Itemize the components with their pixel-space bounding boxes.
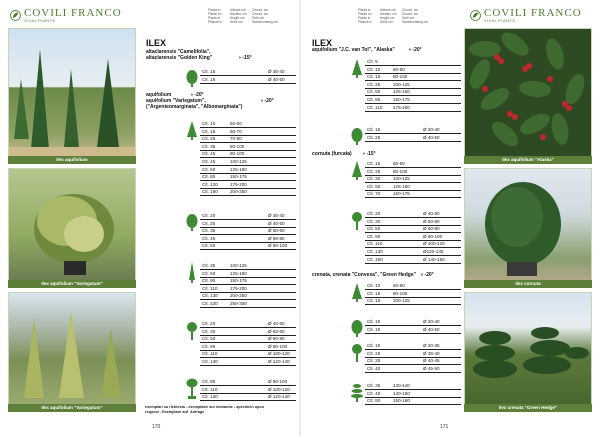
dimension-value: 100-125 xyxy=(230,263,247,268)
brand-logo-right xyxy=(470,8,582,23)
dimension-value: 80-100 xyxy=(230,151,245,157)
dimension-value: 175-200 xyxy=(230,285,247,291)
container-size: Clt. 50 xyxy=(367,183,381,189)
standard-shape-icon xyxy=(186,378,198,404)
right-group2-subtitle: cornuta (furcata) xyxy=(312,151,352,157)
container-size: Clt. 70 xyxy=(367,191,381,197)
cone-shape-icon xyxy=(351,58,363,84)
leaf-logo-icon xyxy=(470,10,481,21)
ball-shape-icon xyxy=(351,342,363,368)
container-size: Clt. 35 xyxy=(202,143,216,149)
holly-berries-illustration xyxy=(465,29,591,157)
container-size: Clt. 85 xyxy=(202,343,216,349)
dimension-value: Ø 80-100 xyxy=(268,379,288,384)
dimension-value: Ø 100-120 xyxy=(268,351,290,357)
cornuta-illustration xyxy=(465,169,591,281)
dimension-value: 100-125 xyxy=(230,159,247,164)
photo-ilex-variegatum-bush xyxy=(8,168,136,282)
container-size: Clt. 160 xyxy=(202,189,218,195)
container-size: Clt. 18 xyxy=(202,76,216,82)
dimension-value: 100-125 xyxy=(393,298,410,304)
container-size: Clt. 50 xyxy=(367,89,381,95)
container-size: Clt. 40 xyxy=(367,390,381,396)
dimension-value: Ø 30-40 xyxy=(423,319,440,324)
dimension-value: Ø120-140 xyxy=(423,249,444,254)
sun-icon: ◑ xyxy=(408,47,413,53)
photo-ilex-green-hedge xyxy=(464,292,592,406)
sun-icon: ◑ xyxy=(420,272,425,278)
temperature-value: -20° xyxy=(264,98,274,104)
dimension-value: 60-80 xyxy=(393,283,405,288)
left-group1-temp-value: -15° xyxy=(242,55,252,61)
sun-icon: ◑ xyxy=(190,92,195,98)
dimension-value: Ø 40-50 xyxy=(423,134,440,140)
dimension-value: Ø 140-160 xyxy=(423,256,445,262)
dimension-value: Ø 60-80 xyxy=(268,235,285,241)
container-size: Clt. 40 xyxy=(367,365,381,371)
container-size: Clt. 25 xyxy=(367,350,381,356)
bush-shape-icon xyxy=(351,318,363,344)
container-size: Clt. 25 xyxy=(367,81,381,87)
photo-ilex-variegatum-row xyxy=(8,292,136,406)
dimension-value: 150-175 xyxy=(230,278,247,284)
dimension-value: 250-300 xyxy=(230,301,247,306)
container-size: Clt. 50 xyxy=(202,243,216,249)
brand-place: VIVAI-PIANTE xyxy=(24,18,56,23)
dimension-value: Ø 40-50 xyxy=(268,321,285,326)
container-size: Clt. 18 xyxy=(367,74,381,80)
dimension-value: Ø 35-40 xyxy=(423,350,440,356)
container-size: Clt. 18 xyxy=(202,128,216,134)
container-size: Clt. 18 xyxy=(367,298,381,304)
caption-ilex-green-hedge: Ilex crenata "Green Hedge" xyxy=(464,404,592,412)
container-size: Clt. 10 xyxy=(202,121,216,126)
dimension-value: 60-80 xyxy=(393,66,405,72)
dimension-value: 60-70 xyxy=(230,128,242,134)
dimension-value: 130-140 xyxy=(393,383,410,388)
dimension-value: Ø 40-50 xyxy=(423,326,440,332)
size-row xyxy=(365,190,461,198)
dimension-value: 70-80 xyxy=(230,136,242,142)
legend-girth: Circonf. cm Circonf. cm Girth cm Stammumfang cm xyxy=(252,8,278,24)
bonsai-shape-icon xyxy=(351,382,363,408)
container-size: Clt. 25 xyxy=(202,220,216,226)
container-size: Clt. 15 xyxy=(367,127,381,132)
tree-illustration xyxy=(9,29,135,157)
container-size: Clt. 110 xyxy=(367,104,383,110)
page-spine xyxy=(299,0,301,436)
container-size: Clt. 220 xyxy=(202,301,218,306)
container-size: Clt. 110 xyxy=(202,351,218,357)
left-group1-temp xyxy=(238,55,252,61)
container-size: Clt. 50 xyxy=(202,270,216,276)
dimension-value: Ø 40-50 xyxy=(268,220,285,226)
size-row xyxy=(365,297,461,305)
dimension-value: Ø 50-60 xyxy=(268,328,285,334)
container-size: Clt. 35 xyxy=(367,383,381,388)
dimension-value: Ø 40-45 xyxy=(423,358,440,364)
left-group2-subtitle2: aquifolium "Variegatum", ("Argenteomarginata", "Albomarginata") xyxy=(146,98,243,110)
container-size: Clt. 20 xyxy=(367,211,381,216)
ball-shape-icon xyxy=(351,210,363,236)
dimension-value: Ø 40-50 xyxy=(423,211,440,216)
dimension-value: 150-160 xyxy=(393,398,410,404)
right-page-title: ILEX xyxy=(312,38,333,48)
bush-shape-icon xyxy=(351,126,363,152)
container-size: Clt. 130 xyxy=(202,293,218,299)
dimension-value: 125-150 xyxy=(230,166,247,172)
container-size: Clt. 35 xyxy=(202,228,216,234)
dimension-value: 175-200 xyxy=(393,104,410,110)
brand-place: VIVAI-PIANTE xyxy=(484,18,516,23)
container-size: Clt. 110 xyxy=(202,285,218,291)
dimension-value: 125-150 xyxy=(230,270,247,276)
legend-container: Planta in Plante en Plants in Pflanze in xyxy=(208,8,222,24)
page-number-right: 171 xyxy=(440,424,449,430)
container-size: Clt. 20 xyxy=(202,213,216,218)
size-row xyxy=(365,365,461,373)
caption-ilex-variegatum-2: Ilex aquifolium "Variegatum" xyxy=(8,404,136,412)
dimension-value: 175-200 xyxy=(230,181,247,187)
container-size: Clt. 45 xyxy=(202,159,216,164)
dimension-value: Ø 120-140 xyxy=(268,394,290,400)
container-size: Clt. 30 xyxy=(367,218,381,224)
container-size: Clt. 45 xyxy=(202,151,216,157)
container-size: Clt. 50 xyxy=(202,166,216,172)
dimension-value: Ø 60-80 xyxy=(268,336,285,342)
container-size: Clt. 18 xyxy=(367,326,381,332)
dimension-value: Ø 100-120 xyxy=(268,386,290,392)
dimension-value: Ø 120-140 xyxy=(268,359,290,364)
container-size: Clt. 110 xyxy=(367,241,383,247)
container-size: Clt. 18 xyxy=(367,319,381,324)
container-size: Clt. 130 xyxy=(202,359,218,364)
row-trees-illustration xyxy=(9,293,135,405)
sun-icon: ◑ xyxy=(362,151,367,157)
dimension-value: 100-125 xyxy=(393,176,410,182)
cone-shape-icon xyxy=(351,160,363,186)
size-row xyxy=(365,397,461,405)
size-row xyxy=(365,104,461,112)
left-footnote: esemplari su richiesta - exemplaire sur demande - specimen upon request - Exemplare auf Anfrage xyxy=(145,405,265,414)
left-group2-subtitle2-temp xyxy=(260,98,274,104)
container-size: Clt. 30 xyxy=(367,176,381,182)
container-size: Clt. 50 xyxy=(367,226,381,232)
temperature-value: -15° xyxy=(366,151,376,157)
cone-shape-icon xyxy=(351,282,363,308)
size-row xyxy=(365,256,461,264)
dimension-value: Ø 80-100 xyxy=(268,343,288,349)
brand-logo-left xyxy=(10,8,122,23)
brand-name: COVILI FRANCO xyxy=(24,7,122,19)
container-size: Clt. 10 xyxy=(367,283,381,288)
right-group3-subtitle: crenata, crenata "Convexa", "Green Hedge" xyxy=(312,272,416,278)
dimension-value: 80-100 xyxy=(230,143,245,149)
right-group1-subtitle: aquifolium "J.C. van Tol", "Alaska" xyxy=(312,47,395,53)
dimension-value: Ø 40-50 xyxy=(268,76,285,82)
left-group2-subtitle: aquifolium xyxy=(146,92,172,98)
bush-shape-icon xyxy=(186,212,198,238)
photo-ilex-cornuta xyxy=(464,168,592,282)
temperature-value: -20° xyxy=(194,92,204,98)
dimension-value: 200-250 xyxy=(230,189,247,195)
dimension-value: 150-175 xyxy=(393,191,410,197)
dimension-value: 125-150 xyxy=(393,89,410,95)
photo-ilex-aquifolium xyxy=(8,28,136,158)
container-size: Clt. 90 xyxy=(367,233,381,239)
container-size: Clt. 50 xyxy=(367,398,381,404)
photo-ilex-alaska xyxy=(464,28,592,158)
container-size: Clt. 30 xyxy=(202,328,216,334)
dimension-value: Ø 60-80 xyxy=(423,226,440,232)
dimension-value: Ø 30-40 xyxy=(423,127,440,132)
dimension-value: Ø 30-40 xyxy=(268,69,285,74)
size-row xyxy=(365,326,461,334)
container-size: Clt. 35 xyxy=(202,263,216,268)
dimension-value: Ø 50-60 xyxy=(423,218,440,224)
container-size: Clt. 130 xyxy=(202,394,218,400)
container-size: Clt. 90 xyxy=(202,278,216,284)
legend-girth: Circonf. cm Circonf. cm Girth cm Stammumfang cm xyxy=(402,8,428,24)
legend-height: Altezza cm Hauteur cm Height cm Höhe cm xyxy=(230,8,247,24)
size-row xyxy=(200,76,296,84)
dimension-value: Ø 30-35 xyxy=(423,343,440,348)
dimension-value: 200-250 xyxy=(230,293,247,299)
caption-ilex-aquifolium: Ilex aquifolium xyxy=(8,156,136,164)
bush-illustration xyxy=(9,169,135,281)
dimension-value: 80-100 xyxy=(393,74,408,80)
dimension-value: Ø 50-60 xyxy=(268,228,285,234)
container-size: Clt. 85 xyxy=(367,97,381,102)
dimension-value: 150-175 xyxy=(230,174,247,180)
left-page-title: ILEX xyxy=(146,38,167,48)
temperature-value: -20° xyxy=(412,47,422,53)
temperature-value: -20° xyxy=(424,272,434,278)
container-size: Clt. 15 xyxy=(367,290,381,296)
sun-icon: ◑ xyxy=(260,98,265,104)
dimension-value: Ø 80-100 xyxy=(423,233,443,239)
dimension-value: Ø 80-100 xyxy=(268,243,288,249)
container-size: Clt. 20 xyxy=(202,321,216,326)
cone-shape-icon xyxy=(186,120,198,146)
caption-ilex-variegatum-1: Ilex aquifolium "Variegatum" xyxy=(8,280,136,288)
size-row xyxy=(200,242,296,250)
container-size: Clt. 130 xyxy=(367,249,383,254)
page-number-left: 170 xyxy=(152,424,161,430)
container-size: Clt. 110 xyxy=(202,386,218,392)
legend-container: Planta in Plante en Plants in Pflanze in xyxy=(358,8,372,24)
dimension-value: 100-125 xyxy=(393,81,410,87)
container-size: Clt. 85 xyxy=(202,379,216,384)
size-row xyxy=(200,393,296,401)
right-group3-subtitle-temp xyxy=(420,272,434,278)
legend-height: Altezza cm Hauteur cm Height cm Höhe cm xyxy=(380,8,397,24)
container-size: Clt. 18 xyxy=(367,343,381,348)
right-group2-subtitle-temp xyxy=(362,151,376,157)
column-shape-icon xyxy=(186,262,198,288)
size-row xyxy=(200,300,296,308)
container-size: Clt. 25 xyxy=(367,134,381,140)
dimension-value: 80-100 xyxy=(393,290,408,296)
leaf-logo-icon xyxy=(10,10,21,21)
container-size: Clt. 45 xyxy=(202,235,216,241)
container-size: Clt. 25 xyxy=(367,168,381,174)
container-size: Clt. 18 xyxy=(367,161,381,166)
brand-name: COVILI FRANCO xyxy=(484,7,582,19)
dimension-value: 140-150 xyxy=(393,390,410,396)
container-size: Clt. 120 xyxy=(202,181,218,187)
bush-shape-icon xyxy=(186,68,198,94)
caption-ilex-cornuta: Ilex cornuta xyxy=(464,280,592,288)
container-size: Clt. 10 xyxy=(367,66,381,72)
legend-right xyxy=(358,8,428,24)
dimension-value: 125-150 xyxy=(393,183,410,189)
dimension-value: 80-100 xyxy=(393,168,408,174)
container-size: Clt. 150 xyxy=(367,256,383,262)
dimension-value: 60-80 xyxy=(393,161,405,166)
dimension-value: Ø 100-120 xyxy=(423,241,445,247)
right-group1-subtitle-temp xyxy=(408,47,422,53)
container-size: Clt. 25 xyxy=(202,136,216,142)
size-row xyxy=(200,188,296,196)
caption-ilex-alaska: Ilex aquifolium "Alaska" xyxy=(464,156,592,164)
size-row xyxy=(365,134,461,142)
container-size: Clt. 50 xyxy=(202,336,216,342)
ball-shape-icon xyxy=(186,320,198,346)
dimension-value: Ø 30-40 xyxy=(268,213,285,218)
left-group1-subtitle: altaclarensis "Camelifolia", altaclarensis "Golden King" xyxy=(146,49,213,61)
container-size: Clt. 15 xyxy=(202,69,216,74)
container-size: Clt. 35 xyxy=(367,358,381,364)
container-size: Clt. 5 xyxy=(367,59,378,64)
dimension-value: 150-175 xyxy=(393,97,410,102)
bonsai-illustration xyxy=(465,293,591,405)
legend-left xyxy=(208,8,278,24)
sun-icon: ◑ xyxy=(238,55,243,61)
dimension-value: 50-60 xyxy=(230,121,242,126)
dimension-value: Ø 45-50 xyxy=(423,365,440,371)
container-size: Clt. 85 xyxy=(202,174,216,180)
size-row xyxy=(200,358,296,366)
